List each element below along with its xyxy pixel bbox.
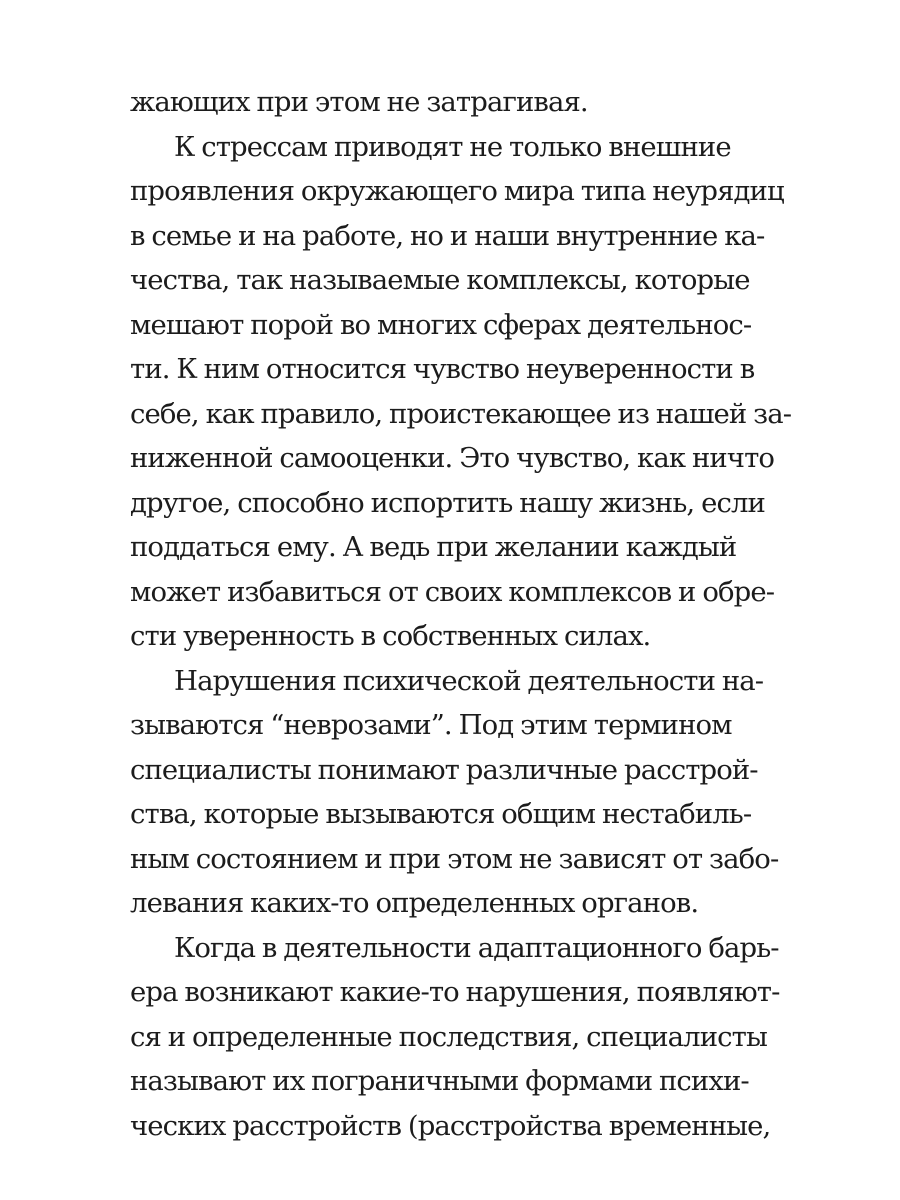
text-line: ся и определенные последствия, специалисты — [130, 1020, 767, 1053]
text-line: называют их пограничными формами психи- — [130, 1065, 749, 1097]
text-line: чества, так называемые комплексы, которые — [130, 264, 750, 296]
text-line: специалисты понимают различные расстрой- — [130, 753, 758, 786]
text-line: зываются “неврозами”. Под этим термином — [130, 709, 732, 741]
text-line: Когда в деятельности адаптационного барь- — [174, 931, 779, 964]
body-text — [130, 80, 792, 1148]
text-line: левания каких-то определенных органов. — [130, 887, 699, 919]
text-line: Нарушения психической деятельности на- — [174, 664, 764, 697]
text-line: другое, способно испортить нашу жизнь, если — [130, 486, 765, 519]
text-line: сти уверенность в собственных силах. — [130, 620, 651, 652]
text-line: в семье и на работе, но и наши внутренние ка- — [130, 219, 765, 252]
text-line: мешают порой во многих сферах деятельнос- — [130, 308, 752, 341]
text-line: проявления окружающего мира типа неурядиц — [130, 175, 784, 207]
text-line: может избавиться от своих комплексов и обре- — [130, 575, 775, 608]
text-line: ства, которые вызываются общим нестабиль- — [130, 798, 752, 830]
text-line: жающих при этом не затрагивая. — [130, 86, 588, 118]
text-line: ческих расстройств (расстройства временные, — [130, 1109, 771, 1142]
text-line: К стрессам приводят не только внешние — [174, 130, 731, 163]
text-line: себе, как правило, проистекающее из нашей за- — [130, 397, 792, 430]
text-line: ера возникают какие-то нарушения, появляют- — [130, 976, 780, 1008]
text-line: поддаться ему. А ведь при желании каждый — [130, 531, 737, 563]
text-line: ным состоянием и при этом не зависят от забо- — [130, 842, 779, 875]
text-line: ти. К ним относится чувство неуверенности в — [130, 353, 755, 385]
text-line: ниженной самооценки. Это чувство, как ничто — [130, 442, 775, 474]
